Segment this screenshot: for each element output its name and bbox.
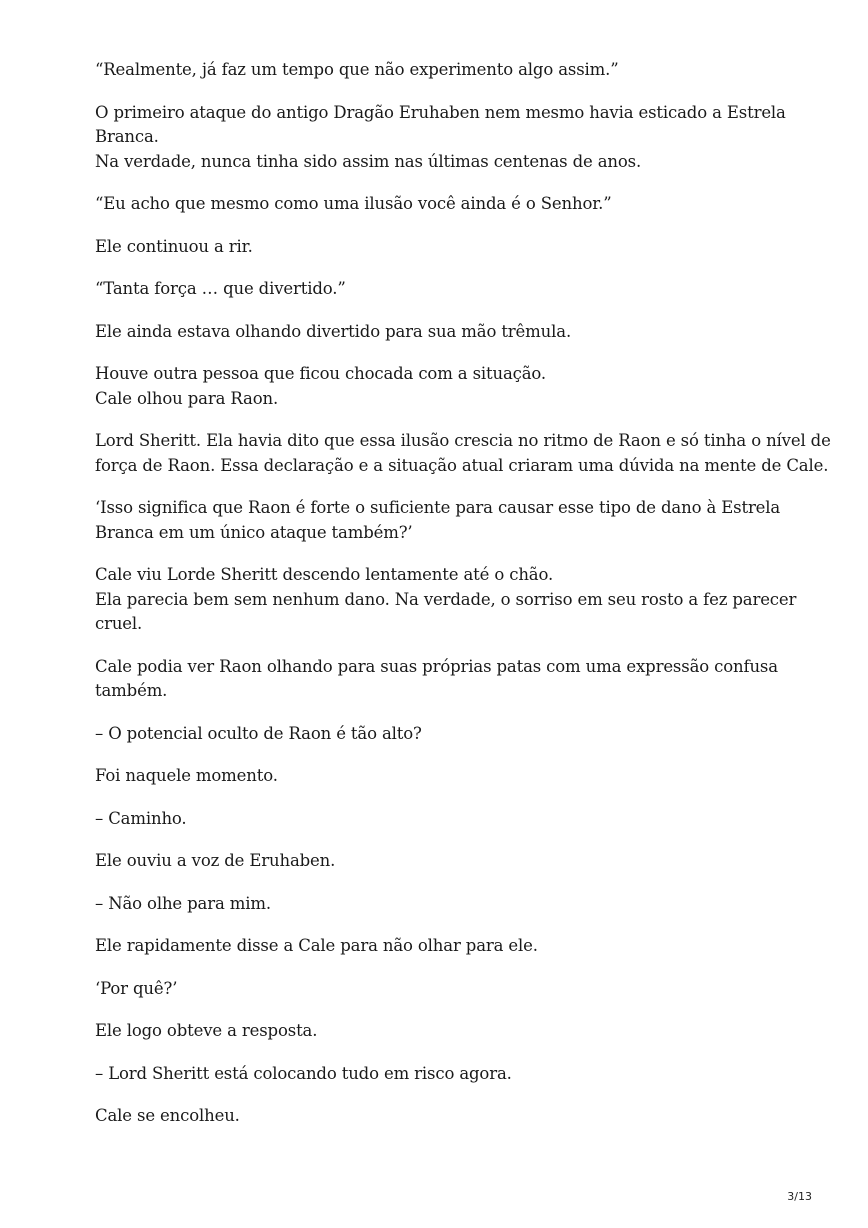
paragraph	[95, 58, 785, 83]
text-line: Lord Sheritt. Ela havia dito que essa ilusão crescia no ritmo de Raon e só tinha o nível de	[95, 431, 831, 450]
page-number: 3/13	[787, 1190, 812, 1203]
paragraph	[95, 235, 785, 260]
text-line: Cale podia ver Raon olhando para suas próprias patas com uma expressão confusa	[95, 656, 778, 676]
paragraph	[95, 429, 831, 478]
text-line: Branca em um único ataque também?’	[95, 522, 413, 542]
paragraph	[95, 362, 785, 411]
text-line: Branca.	[95, 127, 159, 146]
text-line: Cale viu Lorde Sheritt descendo lentamente até o chão.	[95, 565, 554, 584]
text-line: Ele ouviu a voz de Eruhaben.	[95, 851, 336, 870]
text-line: “Realmente, já faz um tempo que não experimento algo assim.”	[95, 60, 619, 79]
paragraph	[95, 934, 785, 959]
document-body	[95, 58, 831, 1147]
text-line: “Tanta força … que divertido.”	[95, 279, 346, 298]
paragraph	[95, 192, 785, 217]
text-line: “Eu acho que mesmo como uma ilusão você ainda é o Senhor.”	[95, 194, 612, 213]
text-line: – Caminho.	[95, 808, 187, 828]
text-line: – O potencial oculto de Raon é tão alto?	[95, 723, 422, 743]
text-line: Ele rapidamente disse a Cale para não olhar para ele.	[95, 936, 538, 955]
text-line: força de Raon. Essa declaração e a situação atual criaram uma dúvida na mente de Cale.	[95, 455, 829, 475]
paragraph	[95, 655, 785, 704]
paragraph	[95, 1104, 785, 1129]
text-line: Cale se encolheu.	[95, 1106, 240, 1125]
paragraph	[95, 1062, 785, 1087]
text-line: Cale olhou para Raon.	[95, 388, 279, 408]
paragraph	[95, 977, 785, 1002]
text-line: Ela parecia bem sem nenhum dano. Na verdade, o sorriso em seu rosto a fez parecer	[95, 589, 797, 609]
text-line: cruel.	[95, 614, 143, 633]
paragraph	[95, 764, 785, 789]
text-line: Ele ainda estava olhando divertido para sua mão trêmula.	[95, 321, 572, 341]
paragraph	[95, 101, 785, 175]
paragraph	[95, 320, 785, 345]
text-line: Ele logo obteve a resposta.	[95, 1021, 318, 1040]
text-line: ‘Por quê?’	[95, 978, 178, 998]
paragraph	[95, 722, 785, 747]
text-line: O primeiro ataque do antigo Dragão Eruhaben nem mesmo havia esticado a Estrela	[95, 102, 786, 122]
paragraph	[95, 496, 785, 545]
paragraph	[95, 807, 785, 832]
paragraph	[95, 563, 797, 637]
paragraph	[95, 892, 785, 917]
text-line: também.	[95, 681, 168, 700]
text-line: Houve outra pessoa que ficou chocada com a situação.	[95, 364, 547, 383]
text-line: Ele continuou a rir.	[95, 236, 253, 256]
text-line: ‘Isso significa que Raon é forte o suficiente para causar esse tipo de dano à Estrela	[95, 498, 781, 517]
paragraph	[95, 1019, 785, 1044]
text-line: – Lord Sheritt está colocando tudo em risco agora.	[95, 1063, 512, 1083]
text-line: Foi naquele momento.	[95, 766, 278, 785]
text-line: – Não olhe para mim.	[95, 893, 271, 913]
text-line: Na verdade, nunca tinha sido assim nas últimas centenas de anos.	[95, 151, 642, 171]
paragraph	[95, 277, 785, 302]
paragraph	[95, 849, 785, 874]
